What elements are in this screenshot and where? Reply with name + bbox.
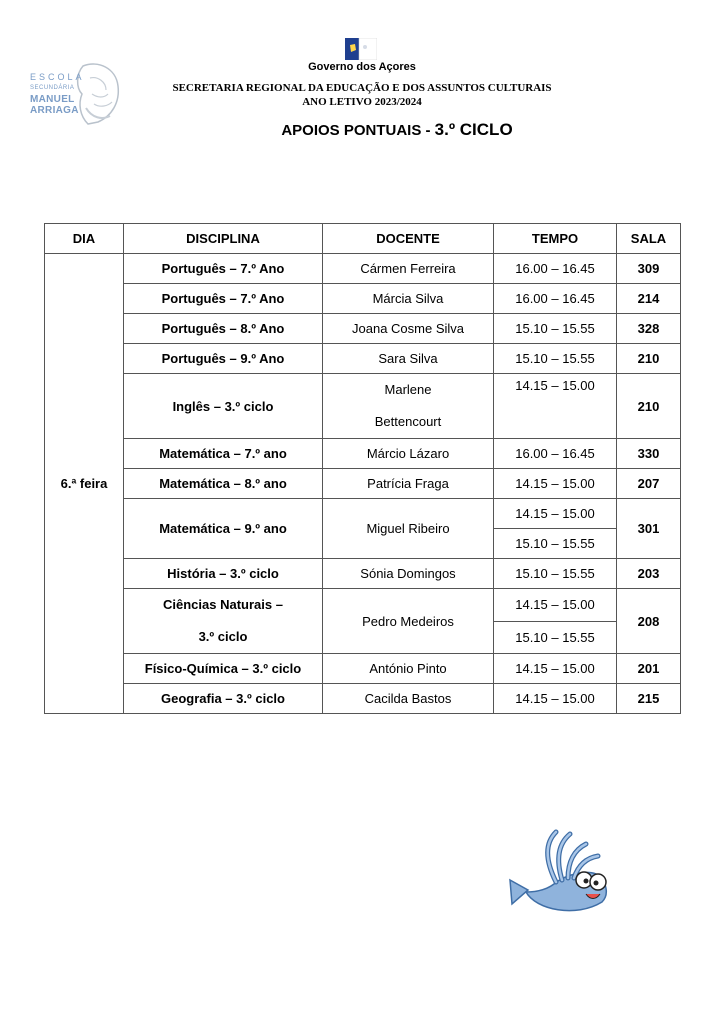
docente-cell: António Pinto: [323, 654, 494, 684]
docente-cell: Márcia Silva: [323, 284, 494, 314]
disciplina-cell: [124, 589, 323, 654]
secretaria-heading: SECRETARIA REGIONAL DA EDUCAÇÃO E DOS ASSUNTOS CULTURAIS: [172, 82, 552, 94]
sala-cell: 215: [617, 684, 681, 714]
docente-cell: Sara Silva: [323, 344, 494, 374]
tempo-cell: [494, 374, 617, 439]
tempo-cell: 15.10 – 15.55: [494, 314, 617, 344]
tempo-cell: 14.15 – 15.00: [494, 654, 617, 684]
tempo-value: 14.15 – 15.00: [515, 378, 595, 393]
table-row: [45, 684, 681, 714]
table-row: [45, 439, 681, 469]
fish-mascot-illustration: [506, 822, 616, 922]
school-logo-text: [30, 72, 85, 116]
table-row: [45, 499, 681, 529]
school-logo-line2: SECUNDÁRIA: [30, 85, 75, 91]
tempo-cell: 14.15 – 15.00: [494, 589, 617, 622]
table-row: [45, 654, 681, 684]
disciplina-cell: Matemática – 9.º ano: [124, 499, 323, 559]
docente-cell: Joana Cosme Silva: [323, 314, 494, 344]
docente-line1: Marlene: [384, 382, 432, 397]
tempo-cell: 15.10 – 15.55: [494, 559, 617, 589]
table-row: [45, 589, 681, 622]
sala-cell: 201: [617, 654, 681, 684]
table-row: [45, 469, 681, 499]
disciplina-line1: Ciências Naturais –: [163, 597, 283, 612]
docente-cell: Miguel Ribeiro: [323, 499, 494, 559]
tempo-cell: 15.10 – 15.55: [494, 621, 617, 654]
tempo-cell: 15.10 – 15.55: [494, 529, 617, 559]
sala-cell: 210: [617, 374, 681, 439]
tempo-cell: 14.15 – 15.00: [494, 469, 617, 499]
col-header-tempo: TEMPO: [494, 224, 617, 254]
docente-cell: Patrícia Fraga: [323, 469, 494, 499]
sala-cell: 214: [617, 284, 681, 314]
disciplina-cell: Português – 7.º Ano: [124, 284, 323, 314]
docente-cell: [323, 374, 494, 439]
sala-cell: 203: [617, 559, 681, 589]
docente-cell: Cacilda Bastos: [323, 684, 494, 714]
disciplina-cell: Matemática – 7.º ano: [124, 439, 323, 469]
tempo-cell: 16.00 – 16.45: [494, 439, 617, 469]
schedule-table: [44, 223, 681, 714]
tempo-cell: 14.15 – 15.00: [494, 499, 617, 529]
school-logo-line4: ARRIAGA: [30, 105, 79, 116]
col-header-dia: DIA: [45, 224, 124, 254]
tempo-cell: 16.00 – 16.45: [494, 254, 617, 284]
disciplina-cell: Geografia – 3.º ciclo: [124, 684, 323, 714]
sala-cell: 208: [617, 589, 681, 654]
disciplina-cell: Português – 7.º Ano: [124, 254, 323, 284]
table-header-row: [45, 224, 681, 254]
government-name: Governo dos Açores: [308, 61, 416, 73]
tempo-cell: 16.00 – 16.45: [494, 284, 617, 314]
disciplina-cell: Matemática – 8.º ano: [124, 469, 323, 499]
table-row: [45, 559, 681, 589]
docente-cell: Pedro Medeiros: [323, 589, 494, 654]
sala-cell: 309: [617, 254, 681, 284]
table-row: [45, 314, 681, 344]
title-prefix: APOIOS PONTUAIS -: [281, 122, 431, 139]
page-title: [150, 120, 644, 140]
tempo-cell: 15.10 – 15.55: [494, 344, 617, 374]
docente-cell: Cármen Ferreira: [323, 254, 494, 284]
disciplina-cell: Português – 9.º Ano: [124, 344, 323, 374]
docente-cell: Márcio Lázaro: [323, 439, 494, 469]
title-main: 3.º CICLO: [434, 120, 513, 139]
col-header-disciplina: DISCIPLINA: [124, 224, 323, 254]
sala-cell: 330: [617, 439, 681, 469]
table-row: [45, 344, 681, 374]
tempo-cell: 14.15 – 15.00: [494, 684, 617, 714]
sala-cell: 328: [617, 314, 681, 344]
sala-cell: 207: [617, 469, 681, 499]
table-row: [45, 284, 681, 314]
col-header-docente: DOCENTE: [323, 224, 494, 254]
school-logo-line3: MANUEL: [30, 94, 75, 105]
table-row: [45, 374, 681, 439]
disciplina-line2: 3.º ciclo: [198, 629, 248, 644]
day-cell: 6.ª feira: [45, 254, 124, 714]
ano-letivo: ANO LETIVO 2023/2024: [302, 96, 422, 108]
sala-cell: 210: [617, 344, 681, 374]
col-header-sala: SALA: [617, 224, 681, 254]
school-logo-line1: ESCOLA: [30, 72, 85, 82]
table-row: [45, 254, 681, 284]
disciplina-cell: Português – 8.º Ano: [124, 314, 323, 344]
sala-cell: 301: [617, 499, 681, 559]
disciplina-cell: Físico-Química – 3.º ciclo: [124, 654, 323, 684]
docente-cell: Sónia Domingos: [323, 559, 494, 589]
docente-line2: Bettencourt: [374, 414, 442, 429]
disciplina-cell: História – 3.º ciclo: [124, 559, 323, 589]
disciplina-cell: Inglês – 3.º ciclo: [124, 374, 323, 439]
azores-flag-icon: [345, 38, 377, 60]
